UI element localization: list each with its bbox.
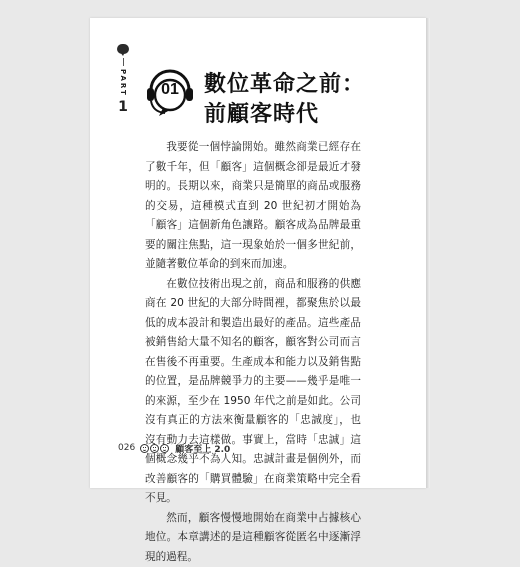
page-number: 026 (118, 443, 135, 453)
part-label: PART (119, 69, 127, 97)
smiley-icon (140, 444, 149, 453)
chapter-number: 01 (156, 81, 184, 99)
paragraph: 我要從一個悖論開始。雖然商業已經存在了數千年，但「顧客」這個概念卻是最近才發明的。長期以來，商業只是簡單的商品或服務的交易，這種模式直到 20 世紀初才開始為「顧客」這個新角色讓路。顧客成為品牌最重要的關注焦點，這一現象始於一個多世紀前，並隨著數位革命的到來而加速。 (145, 138, 361, 275)
chapter-title-line-1: 數位革命之前： (204, 70, 414, 100)
part-divider (123, 58, 124, 66)
page-footer (118, 441, 230, 455)
smiley-icon (160, 444, 169, 453)
smiley-icon (150, 444, 159, 453)
paragraph: 在數位技術出現之前，商品和服務的供應商在 20 世紀的大部分時間裡，都聚焦於以最低的成本設計和製造出最好的產品。這些產品被銷售給大量不知名的顧客，顧客對公司而言在售後不再重要。生產成本和能力以及銷售點的位置，是品牌競爭力的主要——幾乎是唯一的來源，至少在 1950 年代之前是如此。公司沒有真正的方法來衡量顧客的「忠誠度」，也沒有動力去這樣做。事實上，當時「忠誠」這個概念幾乎不為人知。忠誠計畫是個例外，而改善顧客的「購買體驗」在商業策略中完全看不見。 (145, 275, 361, 509)
paragraph: 然而，顧客慢慢地開始在商業中占據核心地位。本章講述的是這種顧客從匿名中逐漸浮現的過程。 (145, 509, 361, 567)
smiley-icons (140, 444, 169, 453)
book-title: 顧客至上 2.0 (175, 442, 230, 455)
page-edge (426, 18, 430, 488)
chapter-title (204, 70, 414, 130)
chapter-title-line-2: 前顧客時代 (204, 100, 414, 130)
chat-bubble-icon (117, 44, 129, 54)
part-number: 1 (116, 99, 130, 115)
part-tab (116, 44, 130, 115)
body-text (145, 138, 361, 567)
